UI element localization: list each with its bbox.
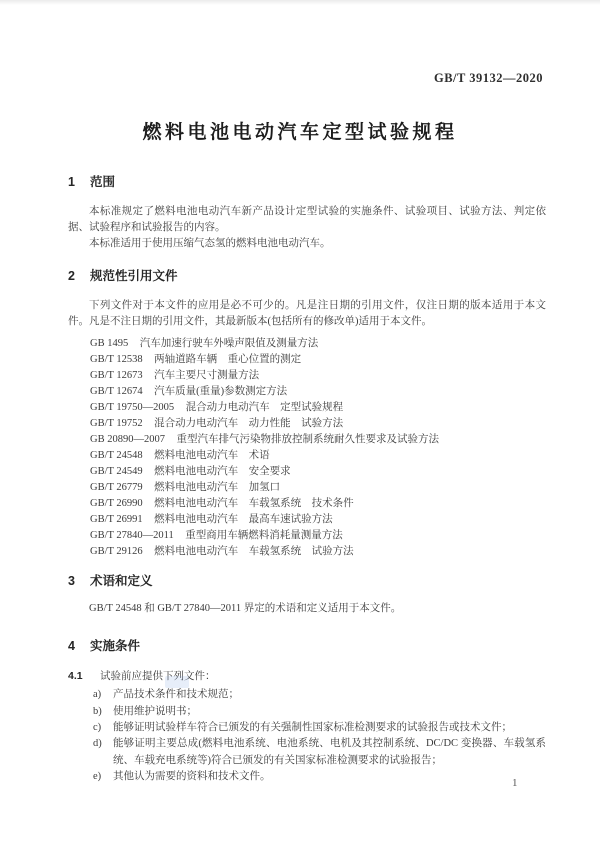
list-item-marker: c): [93, 722, 102, 734]
list-item-text: 能够证明主要总成(燃料电池系统、电池系统、电机及其控制系统、DC/DC 变换器、车载氢系统、车载充电系统等)符合已颁发的有关国家标准检测要求的试验报告；: [113, 738, 546, 766]
reference-code: GB/T 19752: [90, 418, 143, 430]
reference-code: GB/T 26991: [90, 514, 143, 526]
document-body: [68, 168, 546, 785]
standard-code: GB/T 39132—2020: [433, 71, 543, 85]
reference-item: [90, 368, 546, 384]
reference-title: 重型商用车辆燃料消耗量测量方法: [185, 530, 343, 542]
list-item: [93, 720, 546, 736]
section-1-paragraph: 本标准适用于使用压缩气态氢的燃料电池电动汽车。: [89, 238, 331, 250]
reference-code: GB/T 29126: [90, 546, 143, 558]
section-4-title: 实施条件: [90, 639, 141, 654]
reference-title: 燃料电池电动汽车 加氢口: [154, 482, 281, 494]
reference-code: GB/T 26779: [90, 482, 143, 494]
list-item-text: 其他认为需要的资料和技术文件。: [113, 770, 271, 782]
reference-item: [90, 480, 546, 496]
reference-item: [90, 432, 546, 448]
reference-item: [90, 400, 546, 416]
section-4-number: 4: [68, 639, 75, 654]
list-item-text: 产品技术条件和技术规范；: [113, 689, 239, 701]
reference-code: GB/T 27840—2011: [90, 530, 174, 542]
reference-code: GB/T 24548: [90, 450, 143, 462]
list-item-marker: a): [93, 689, 102, 701]
section-3-paragraph: GB/T 24548 和 GB/T 27840—2011 界定的术语和定义适用于本文件。: [89, 603, 402, 615]
list-item-marker: b): [93, 705, 102, 717]
clause-4-1-item-list: [68, 687, 546, 785]
reference-item: [90, 352, 546, 368]
section-2-heading: [68, 269, 546, 283]
reference-title: 燃料电池电动汽车 车载氢系统 技术条件: [154, 498, 354, 510]
section-1-heading: [68, 175, 546, 189]
reference-title: 混合动力电动汽车 定型试验规程: [185, 402, 344, 414]
list-item-marker: d): [93, 738, 102, 750]
section-2-number: 2: [68, 268, 75, 283]
reference-title: 重型汽车排气污染物排放控制系统耐久性要求及试验方法: [176, 434, 440, 446]
reference-code: GB/T 12538: [90, 354, 143, 366]
clause-4-1-text: 试验前应提供下列文件：: [100, 671, 216, 683]
reference-code: GB/T 12674: [90, 386, 143, 398]
reference-title: 汽车加速行驶车外噪声限值及测量方法: [139, 338, 319, 350]
reference-item: [90, 496, 546, 512]
reference-code: GB/T 19750—2005: [90, 402, 175, 414]
clause-4-1-number: 4.1: [68, 670, 83, 683]
reference-title: 燃料电池电动汽车 车载氢系统 试验方法: [154, 546, 354, 558]
section-4-heading: [68, 639, 546, 653]
list-item-marker: e): [93, 770, 102, 782]
reference-code: GB/T 24549: [90, 466, 143, 478]
section-2-title: 规范性引用文件: [90, 268, 178, 283]
clause-4-1: [68, 668, 546, 685]
document-title: 燃料电池电动汽车定型试验规程: [142, 122, 458, 143]
reference-code: GB/T 12673: [90, 370, 143, 382]
reference-item: [90, 544, 546, 560]
page-number: 1: [512, 777, 518, 789]
list-item-text: 使用维护说明书；: [113, 705, 197, 717]
list-item: [93, 704, 546, 720]
reference-item: [90, 448, 546, 464]
list-item: [93, 736, 546, 769]
list-item: [93, 769, 546, 785]
reference-title: 燃料电池电动汽车 最高车速试验方法: [154, 514, 333, 526]
reference-title: 汽车质量(重量)参数测定方法: [154, 386, 288, 398]
reference-item: [90, 512, 546, 528]
reference-title: 燃料电池电动汽车 安全要求: [154, 466, 291, 478]
reference-title: 汽车主要尺寸测量方法: [154, 370, 260, 382]
reference-title: 燃料电池电动汽车 术语: [154, 450, 270, 462]
reference-item: [90, 336, 546, 352]
reference-item: [90, 416, 546, 432]
section-2-paragraph: 下列文件对于本文件的应用是必不可少的。凡是注日期的引用文件，仅注日期的版本适用于本文件。凡是不注日期的引用文件，其最新版本(包括所有的修改单)适用于本文件。: [68, 299, 546, 327]
section-1-title: 范围: [90, 175, 116, 189]
normative-reference-list: [68, 336, 546, 560]
section-3-heading: [68, 574, 546, 588]
reference-item: [90, 528, 546, 544]
reference-item: [90, 464, 546, 480]
reference-title: 两轴道路车辆 重心位置的测定: [154, 354, 302, 366]
reference-code: GB/T 26990: [90, 498, 143, 510]
reference-item: [90, 384, 546, 400]
section-3-title: 术语和定义: [90, 574, 153, 589]
section-1-paragraph: 本标准规定了燃料电池电动汽车新产品设计定型试验的实施条件、试验项目、试验方法、判定依据、试验程序和试验报告的内容。: [68, 206, 546, 234]
list-item-text: 能够证明试验样车符合已颁发的有关强制性国家标准检测要求的试验报告或技术文件；: [113, 722, 512, 734]
section-3-number: 3: [68, 574, 75, 589]
reference-code: GB 1495: [90, 338, 129, 350]
reference-code: GB 20890—2007: [90, 434, 165, 446]
reference-title: 混合动力电动汽车 动力性能 试验方法: [154, 418, 344, 430]
list-item: [93, 687, 546, 703]
section-1-number: 1: [68, 175, 75, 189]
